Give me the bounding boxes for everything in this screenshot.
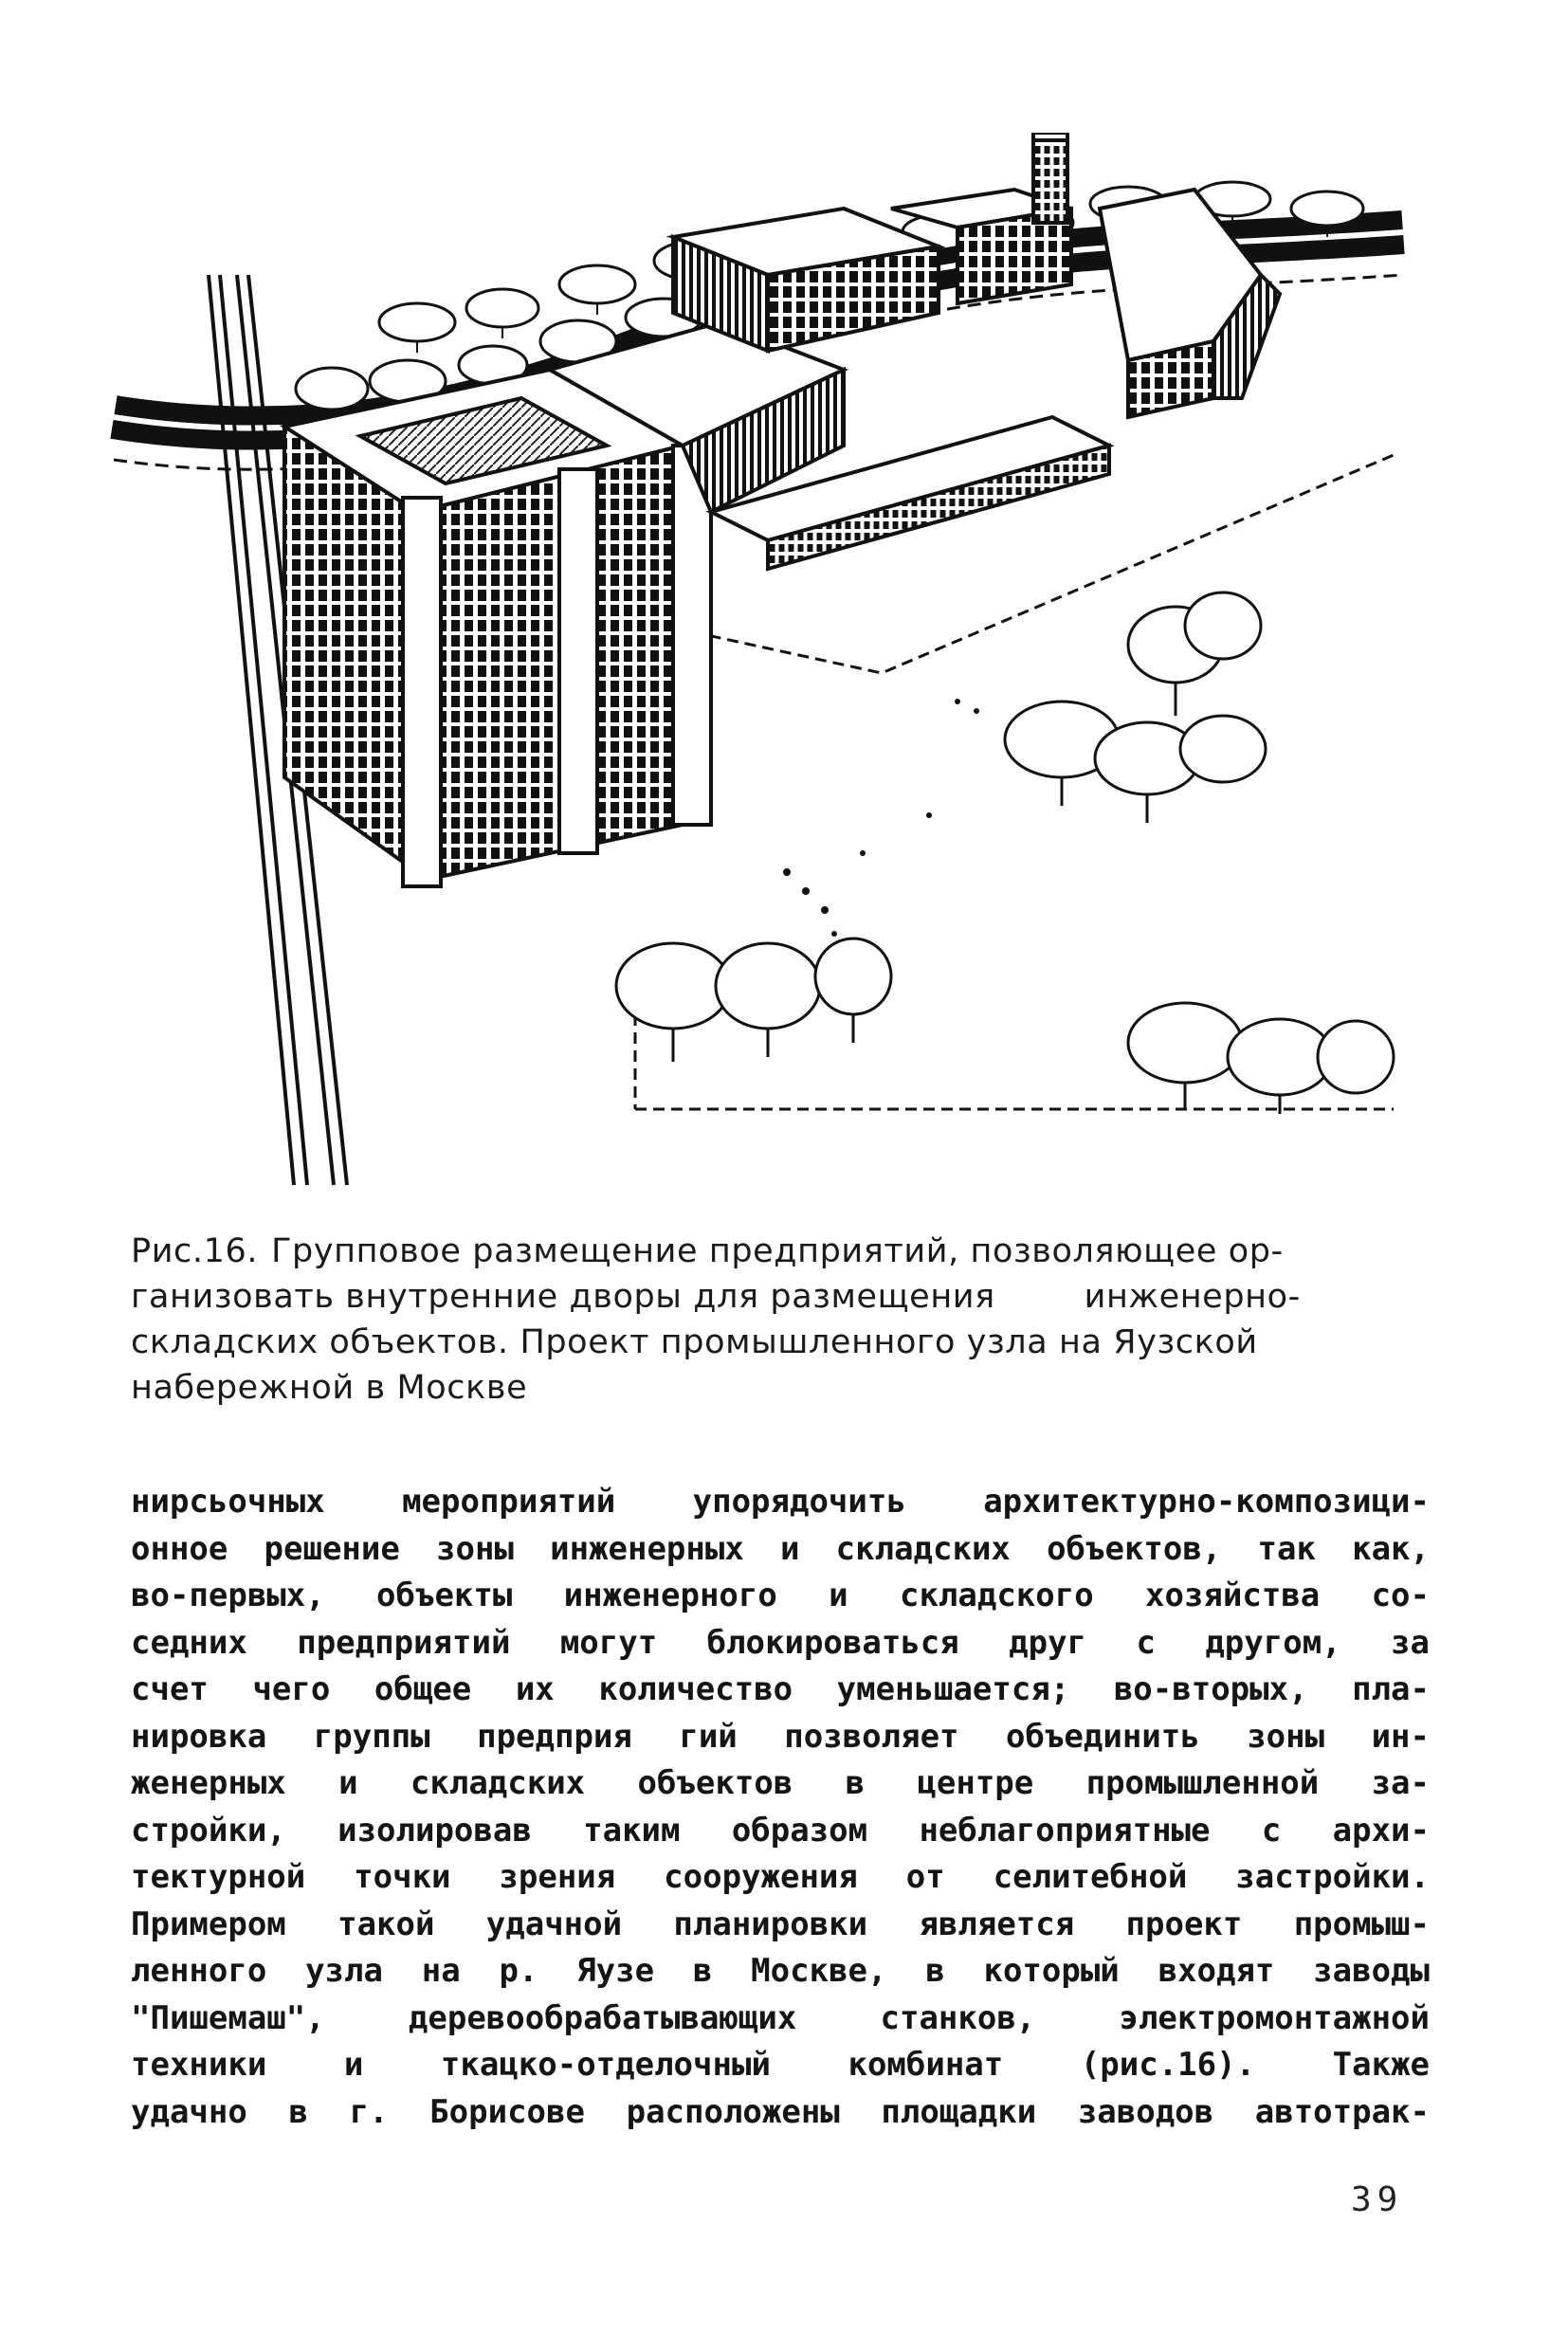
caption-line: Рис.16. Групповое размещение предприятий, позволяющее ор- <box>131 1232 1284 1270</box>
main-building <box>284 370 711 886</box>
industrial-complex-drawing <box>104 133 1413 1204</box>
upper-building <box>673 133 1071 351</box>
text-line: нирсьочных мероприятий упорядочить архитектурно-композици- <box>131 1483 1430 1521</box>
figure-illustration <box>104 133 1413 1204</box>
text-line: техники и ткацко-отделочный комбинат (рис.16). Также <box>131 2046 1430 2084</box>
text-line: счет чего общее их количество уменьшается; во-вторых, пла- <box>131 1670 1430 1708</box>
caption-line: набережной в Москве <box>131 1369 528 1407</box>
body-paragraph <box>131 1479 1430 2136</box>
caption-line: ганизовать внутренние дворы для размещения инженерно- <box>131 1278 1301 1316</box>
text-line: во-первых, объекты инженерного и складского хозяйства со- <box>131 1576 1430 1614</box>
text-line: удачно в г. Борисове расположены площадки заводов автотрак- <box>131 2092 1430 2131</box>
page-number: 39 <box>1351 2180 1404 2219</box>
text-line: седних предприятий могут блокироваться друг с другом, за <box>131 1623 1430 1662</box>
text-line: "Пишемаш", деревообрабатывающих станков, электромонтажной <box>131 1998 1430 2037</box>
text-line: Примером такой удачной планировки является проект промыш- <box>131 1904 1430 1943</box>
figure-caption <box>131 1229 1401 1411</box>
caption-line: складских объектов. Проект промышленного узла на Яузской <box>131 1323 1258 1361</box>
text-line: ленного узла на р. Яузе в Москве, в который входят заводы <box>131 1952 1430 1990</box>
text-line: стройки, изолировав таким образом неблагоприятные с архи- <box>131 1811 1430 1850</box>
text-line: тектурной точки зрения сооружения от селитебной застройки. <box>131 1858 1430 1896</box>
text-line: онное решение зоны инженерных и складских объектов, так как, <box>131 1529 1430 1568</box>
text-line: нировка группы предприя гий позволяет объединить зоны ин- <box>131 1717 1430 1756</box>
caption-label: Рис.16. <box>131 1232 259 1270</box>
text-line: женерных и складских объектов в центре промышленной за- <box>131 1764 1430 1802</box>
people-dots <box>783 699 979 937</box>
trees-foreground <box>616 592 1394 1114</box>
